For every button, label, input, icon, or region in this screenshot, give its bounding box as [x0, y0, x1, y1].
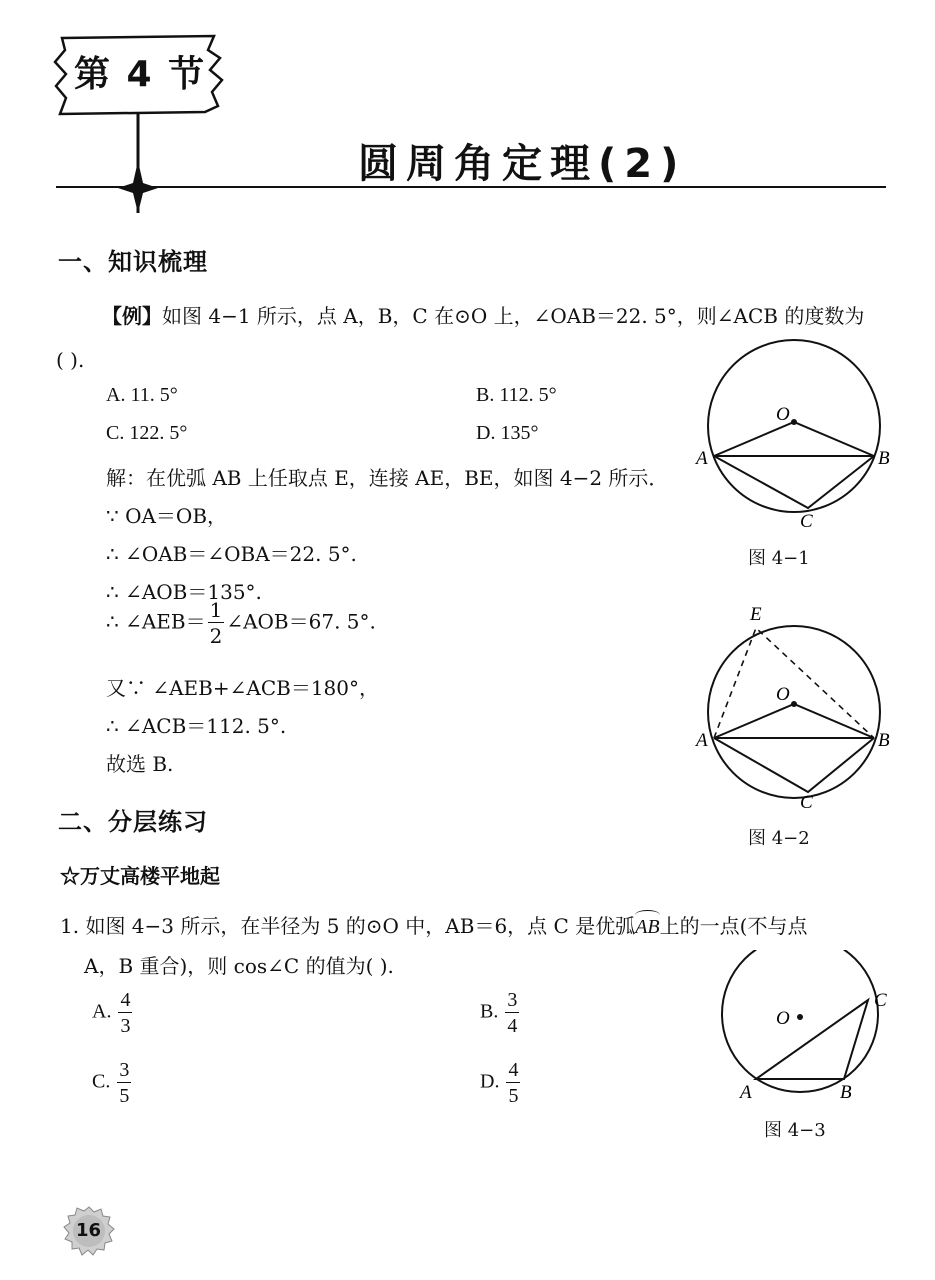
- q1-option-c: C. $\frac{3}{5}$: [92, 1059, 130, 1107]
- section-heading-knowledge: 一、知识梳理: [58, 248, 208, 276]
- example-answer-blank: ( ).: [56, 348, 85, 372]
- option-a: A. 11. 5°: [106, 384, 178, 406]
- fraction-one-half: $\frac{1}{2}$: [209, 598, 223, 648]
- solution-step-6: ∴ ∠ACB＝112. 5°.: [106, 714, 287, 738]
- solution-step-5: 又∵ ∠AEB+∠ACB＝180°，: [106, 676, 379, 700]
- option-b: B. 112. 5°: [476, 384, 557, 406]
- arc-ab: AB: [635, 916, 660, 938]
- label-a: A: [696, 730, 708, 751]
- page-number: 16: [76, 1220, 102, 1241]
- solution-intro: 解：在优弧 AB 上任取点 E，连接 AE，BE，如图 4−2 所示．: [106, 466, 669, 490]
- q1-option-d: D. $\frac{4}{5}$: [480, 1059, 519, 1107]
- solution-step-4: ∴ ∠AEB＝ $\frac{1}{2}$ ∠AOB＝67. 5°.: [106, 598, 376, 648]
- subheading-level: ☆万丈高楼平地起: [60, 864, 220, 888]
- option-d: D. 135°: [476, 422, 539, 444]
- option-c: C. 122. 5°: [106, 422, 188, 444]
- solution-step-2: ∴ ∠OAB＝∠OBA＝22. 5°.: [106, 542, 357, 566]
- example-text: 如图 4−1 所示，点 A，B，C 在⊙O 上，∠OAB＝22. 5°，则∠ACB 的度数为: [162, 304, 865, 328]
- label-b: B: [840, 1082, 852, 1103]
- label-e: E: [750, 604, 762, 625]
- label-b: B: [878, 448, 890, 469]
- circle-o: [708, 626, 880, 798]
- section-heading-practice: 二、分层练习: [58, 808, 208, 836]
- q1-option-a: A. $\frac{4}{3}$: [92, 989, 131, 1037]
- example-tag: 【例】: [102, 304, 162, 328]
- label-c: C: [874, 990, 887, 1011]
- figure-4-2: [690, 600, 910, 810]
- label-c: C: [800, 511, 813, 530]
- figure-4-2-caption: 图 4−2: [748, 828, 810, 849]
- label-b: B: [878, 730, 890, 751]
- solution-step-1: ∵ OA＝OB，: [106, 504, 228, 528]
- solution-step-7: 故选 B.: [106, 752, 174, 776]
- label-c: C: [800, 792, 813, 810]
- question-1-line-2: A，B 重合)，则 cos∠C 的值为( ).: [84, 954, 394, 978]
- example-line: [102, 300, 864, 329]
- label-a: A: [696, 448, 708, 469]
- circle-o: [708, 340, 880, 512]
- label-a: A: [740, 1082, 752, 1103]
- figure-4-3-caption: 图 4−3: [764, 1120, 826, 1141]
- question-1-line-1: 1. 如图 4−3 所示，在半径为 5 的⊙O 中，AB＝6，点 C 是优弧AB上的一点(不与点: [60, 914, 808, 938]
- figure-4-1-caption: 图 4−1: [748, 548, 810, 569]
- figure-4-1: [690, 330, 910, 530]
- circle-o: [722, 950, 878, 1092]
- label-o: O: [776, 1008, 790, 1029]
- label-o: O: [776, 684, 790, 705]
- section-badge: 第 4 节: [74, 54, 207, 95]
- page-title: 圆周角定理(2): [358, 141, 687, 187]
- solution-step-3: ∴ ∠AOB＝135°.: [106, 580, 262, 604]
- figure-4-3: [720, 950, 900, 1110]
- q1-option-b: B. $\frac{3}{4}$: [480, 989, 518, 1037]
- label-o: O: [776, 404, 790, 425]
